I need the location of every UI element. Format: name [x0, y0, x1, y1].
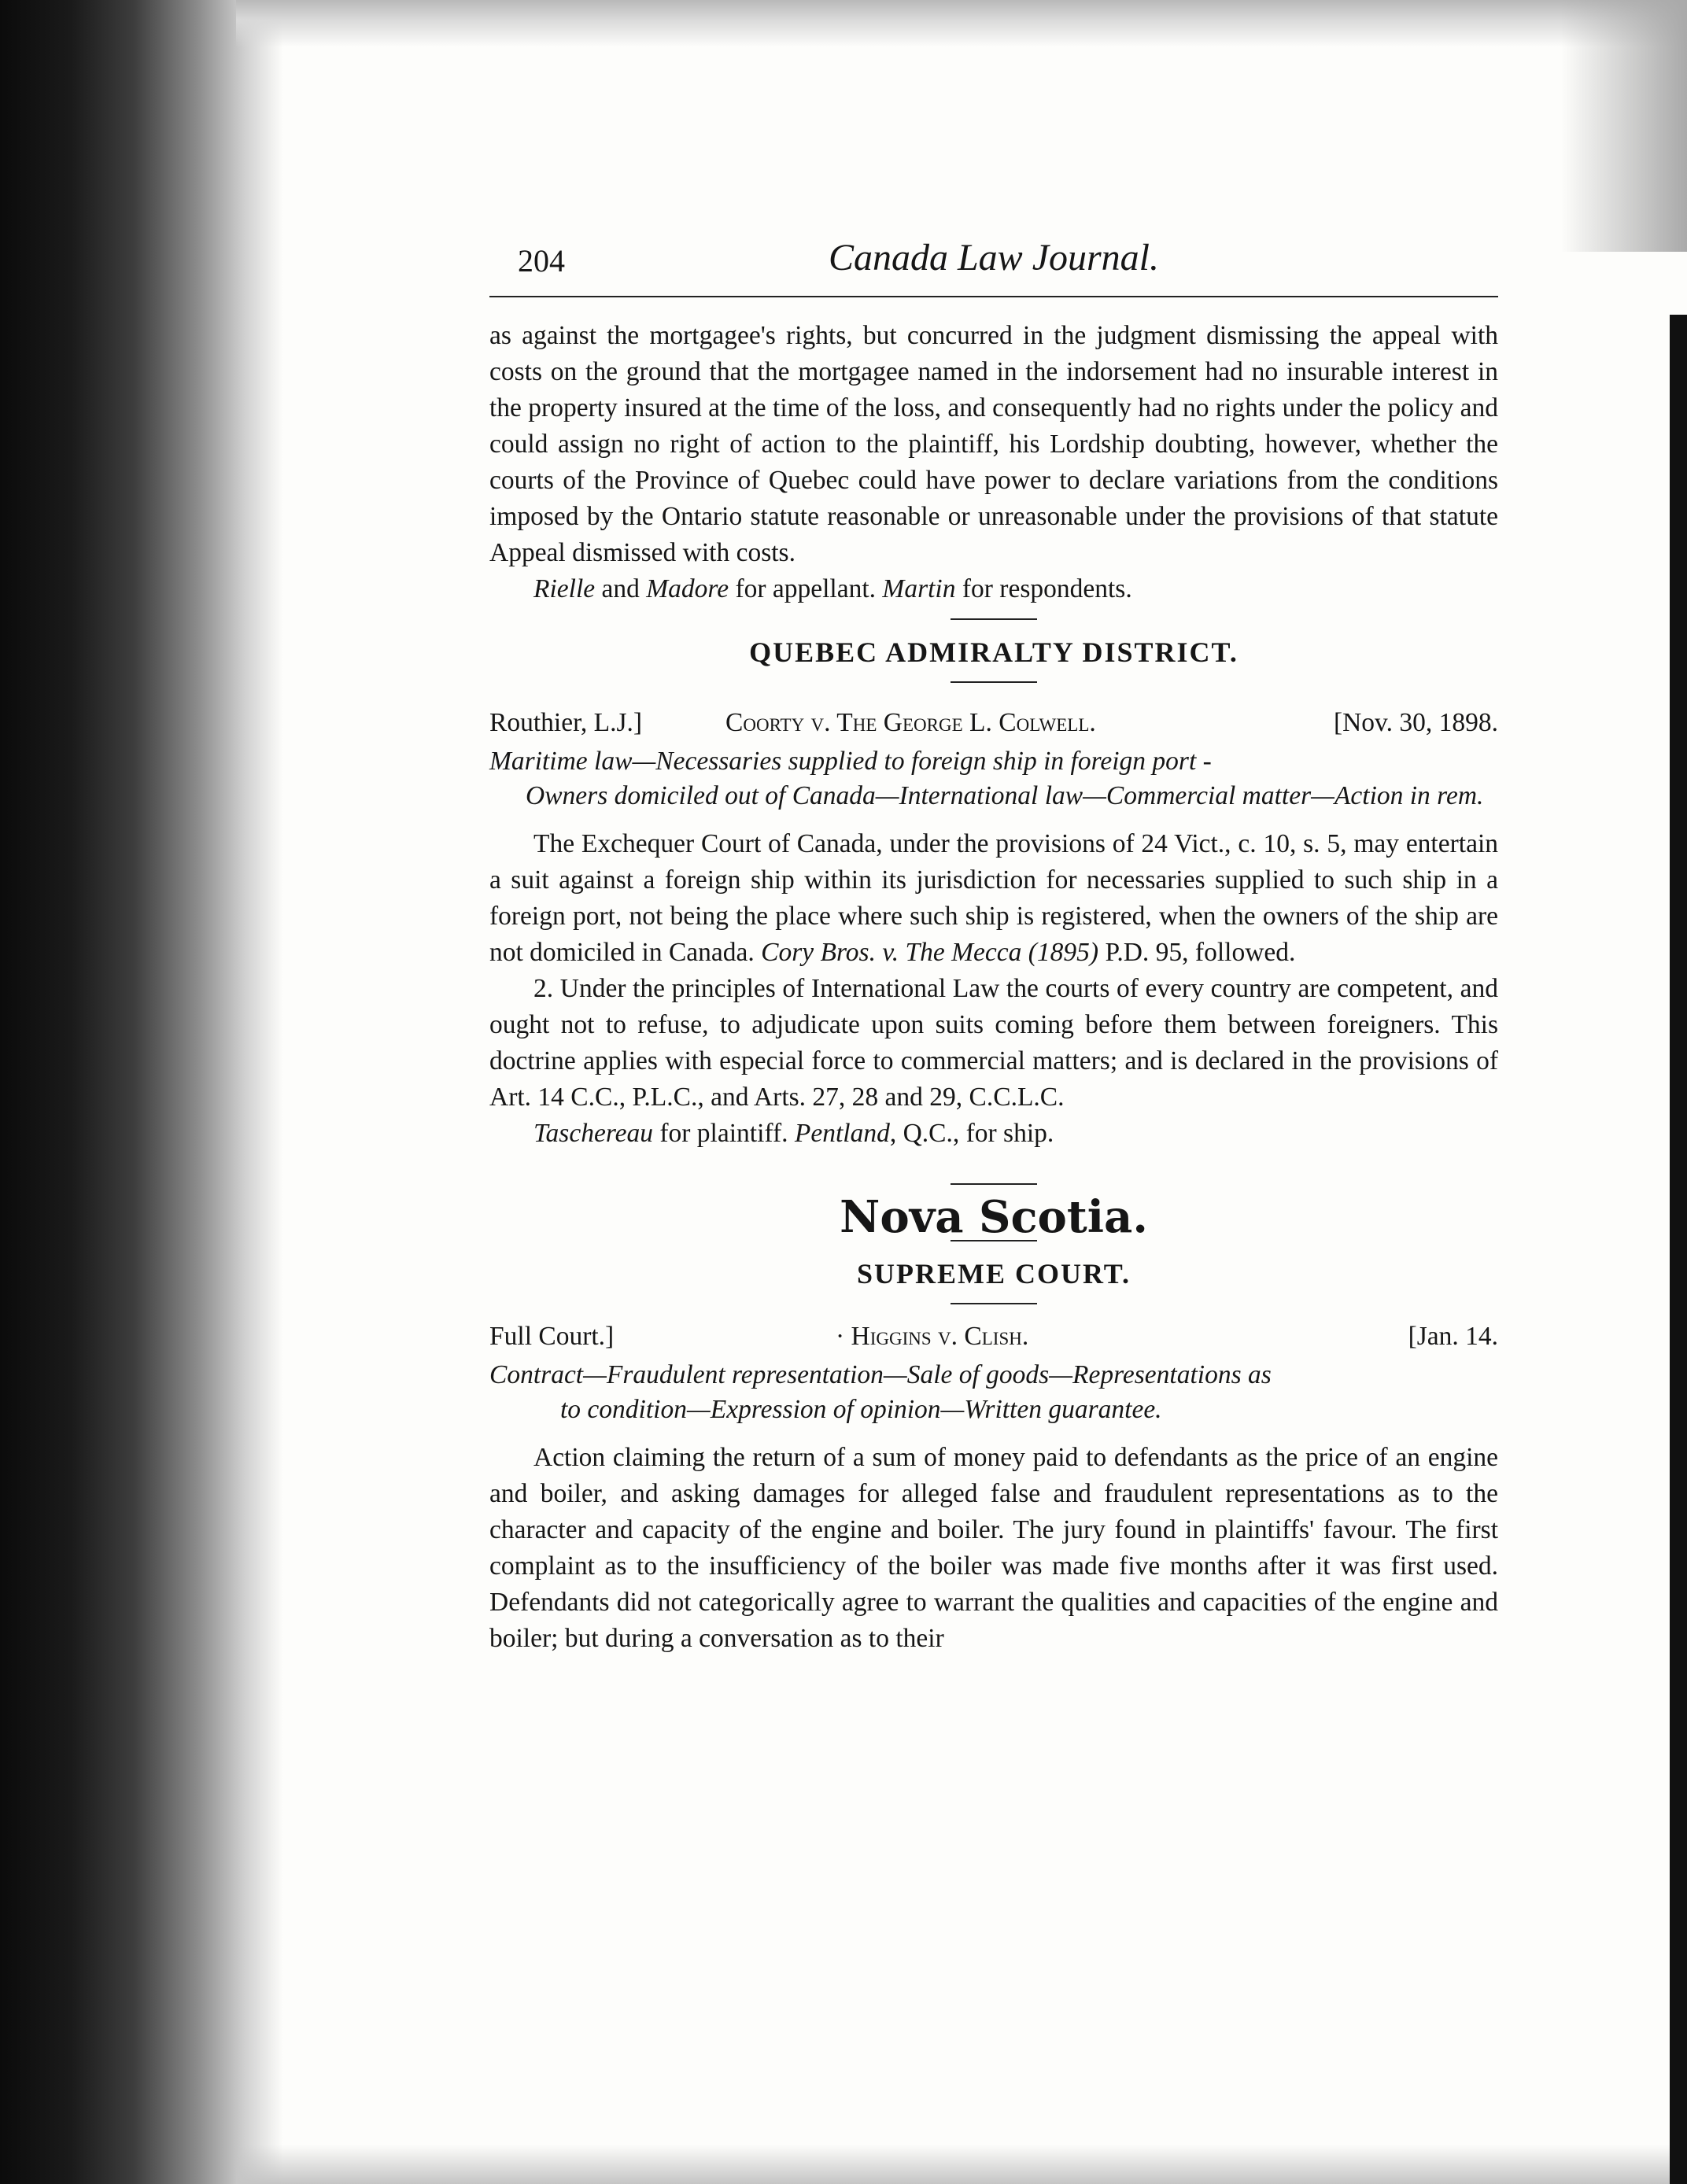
- scan-right-edge: [1670, 315, 1687, 2184]
- case-court: Full Court.]: [489, 1322, 615, 1351]
- quebec-paragraph-1: The Exchequer Court of Canada, under the provisions of 24 Vict., c. 10, s. 5, may entertain a suit against a foreign ship within its jurisdiction for necessaries supplied to such ship in a foreign port, not being the place where such ship is registered, when the owners of the ship are not domiciled in Canada. Cory Bros. v. The Mecca (1895) P.D. 95, followed.: [489, 829, 1498, 967]
- nova-scotia-case-line: [489, 1319, 1498, 1358]
- case-judge: Routhier, L.J.]: [489, 708, 643, 737]
- case-title: · Higgins v. Clish.: [836, 1322, 1029, 1351]
- page-body: [489, 318, 1498, 1657]
- nova-scotia-heading: Nova Scotia.: [840, 1191, 1148, 1243]
- section-rule: [951, 681, 1037, 683]
- nova-scotia-paragraph-1: Action claiming the return of a sum of money paid to defendants as the price of an engine and boiler, and asking damages for alleged false and fraudulent representations as to the character and capacity of the engine and boiler. The jury found in plaintiffs' favour. The first complaint as to the insufficiency of the boiler was made five months after it was first used. Defendants did not categorically agree to warrant the qualities and capacities of the engine and boiler; but during a conversation as to their: [489, 1443, 1498, 1653]
- quebec-heading: QUEBEC ADMIRALTY DISTRICT.: [749, 636, 1238, 668]
- quebec-headnote: [489, 744, 1498, 813]
- section-rule: [951, 618, 1037, 620]
- journal-page: [489, 236, 1498, 1657]
- opening-paragraph: as against the mortgagee's rights, but concurred in the judgment dismissing the appeal with costs on the ground that the mortgagee named in the indorsement had no insurable interest in the property insured at the time of the loss, and consequently had no rights under the policy and could assign no right of action to the plaintiff, his Lordship doubting, however, whether the courts of the Province of Quebec could have power to declare variations from the conditions imposed by the Ontario statute reasonable or unreasonable under the provisions of that statute Appeal dismissed with costs.: [489, 321, 1498, 567]
- page-header: [489, 236, 1498, 297]
- page-number: 204: [518, 243, 565, 279]
- opening-counsel: Rielle and Madore for appellant. Martin for respondents.: [533, 574, 1132, 603]
- case-title: Coorty v. The George L. Colwell.: [725, 708, 1096, 737]
- headnote-line: Maritime law—Necessaries supplied to foreign ship in foreign port -: [489, 747, 1212, 776]
- headnote-line: Contract—Fraudulent representation—Sale of goods—Representations as: [489, 1360, 1272, 1389]
- quebec-counsel: Taschereau for plaintiff. Pentland, Q.C., for ship.: [533, 1119, 1054, 1148]
- scan-bottom-edge: [236, 2145, 1687, 2184]
- quebec-case-line: [489, 705, 1498, 744]
- scan-binding-shadow: [0, 0, 283, 2184]
- supreme-court-heading: SUPREME COURT.: [856, 1258, 1131, 1289]
- section-rule: [951, 1303, 1037, 1304]
- case-date: [Jan. 14.: [1408, 1322, 1498, 1351]
- scan-top-edge: [236, 0, 1687, 47]
- case-date: [Nov. 30, 1898.: [1333, 708, 1498, 737]
- section-rule: [951, 1183, 1037, 1185]
- headnote-line: Owners domiciled out of Canada—International law—Commercial matter—Action in rem.: [526, 781, 1484, 810]
- quebec-paragraph-2: 2. Under the principles of International Law the courts of every country are competent, and ought not to refuse, to adjudicate upon suits coming before them between foreigners. This doctrine applies with especial force to commercial matters; and is declared in the provisions of Art. 14 C.C., P.L.C., and Arts. 27, 28 and 29, C.C.L.C.: [489, 974, 1498, 1112]
- nova-scotia-headnote: [489, 1358, 1498, 1427]
- headnote-line: to condition—Expression of opinion—Written guarantee.: [560, 1395, 1162, 1424]
- scan-right-corner: [1561, 0, 1687, 252]
- journal-title: Canada Law Journal.: [828, 237, 1160, 279]
